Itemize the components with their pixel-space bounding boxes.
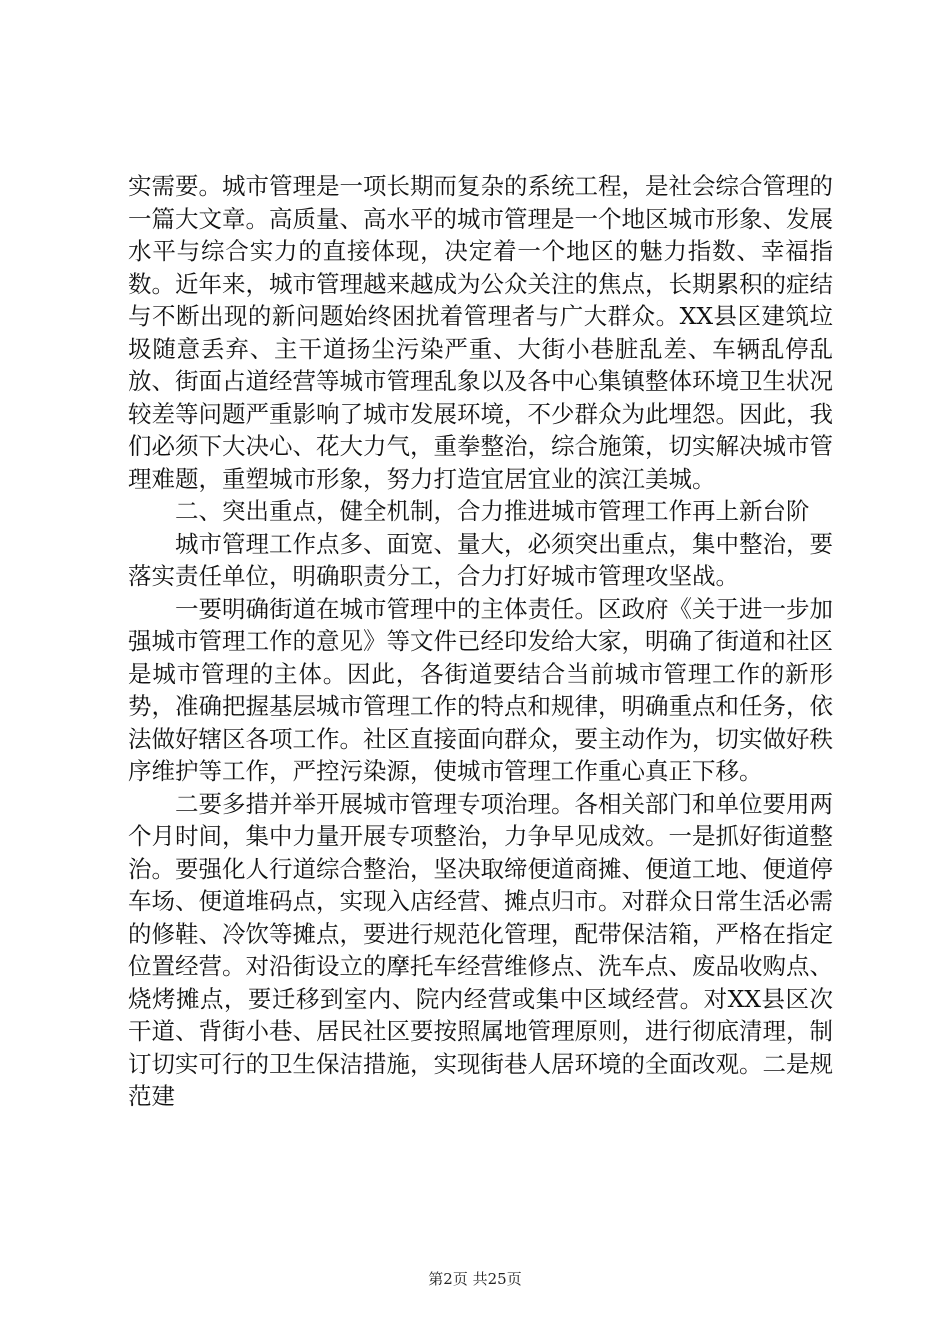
- paragraph-intro: 城市管理工作点多、面宽、量大，必须突出重点，集中整治，要落实责任单位，明确职责分工，合力打好城市管理攻坚战。: [128, 529, 833, 590]
- paragraph-point-one: 一要明确街道在城市管理中的主体责任。区政府《关于进一步加强城市管理工作的意见》等文件已经印发给大家，明确了街道和社区是城市管理的主体。因此，各街道要结合当前城市管理工作的新形势，准确把握基层城市管理工作的特点和规律，明确重点和任务，依法做好辖区各项工作。社区直接面向群众，要主动作为，切实做好秩序维护等工作，严控污染源，使城市管理工作重心真正下移。: [128, 594, 833, 785]
- page-footer: 第2页 共25页: [428, 1270, 522, 1288]
- paragraph-continuation: 实需要。城市管理是一项长期而复杂的系统工程，是社会综合管理的一篇大文章。高质量、高水平的城市管理是一个地区城市形象、发展水平与综合实力的直接体现，决定着一个地区的魅力指数、幸福指数。近年来，城市管理越来越成为公众关注的焦点，长期累积的症结与不断出现的新问题始终困扰着管理者与广大群众。XX县区建筑垃圾随意丢弃、主干道扬尘污染严重、大街小巷脏乱差、车辆乱停乱放、街面占道经营等城市管理乱象以及各中心集镇整体环境卫生状况较差等问题严重影响了城市发展环境，不少群众为此埋怨。因此，我们必须下大决心、花大力气，重拳整治，综合施策，切实解决城市管理难题，重塑城市形象，努力打造宜居宜业的滨江美城。: [128, 172, 833, 493]
- paragraph-point-two: 二要多措并举开展城市管理专项治理。各相关部门和单位要用两个月时间，集中力量开展专项整治，力争早见成效。一是抓好街道整治。要强化人行道综合整治，坚决取缔便道商摊、便道工地、便道停车场、便道堆码点，实现入店经营、摊点归市。对群众日常生活必需的修鞋、冷饮等摊点，要进行规范化管理，配带保洁箱，严格在指定位置经营。对沿街设立的摩托车经营维修点、洗车点、废品收购点、烧烤摊点，要迁移到室内、院内经营或集中区域经营。对XX县区次干道、背街小巷、居民社区要按照属地管理原则，进行彻底清理，制订切实可行的卫生保洁措施，实现街巷人居环境的全面改观。二是规范建: [128, 789, 833, 1110]
- section-heading: 二、突出重点，健全机制，合力推进城市管理工作再上新台阶: [175, 497, 810, 525]
- document-body: [128, 170, 833, 1113]
